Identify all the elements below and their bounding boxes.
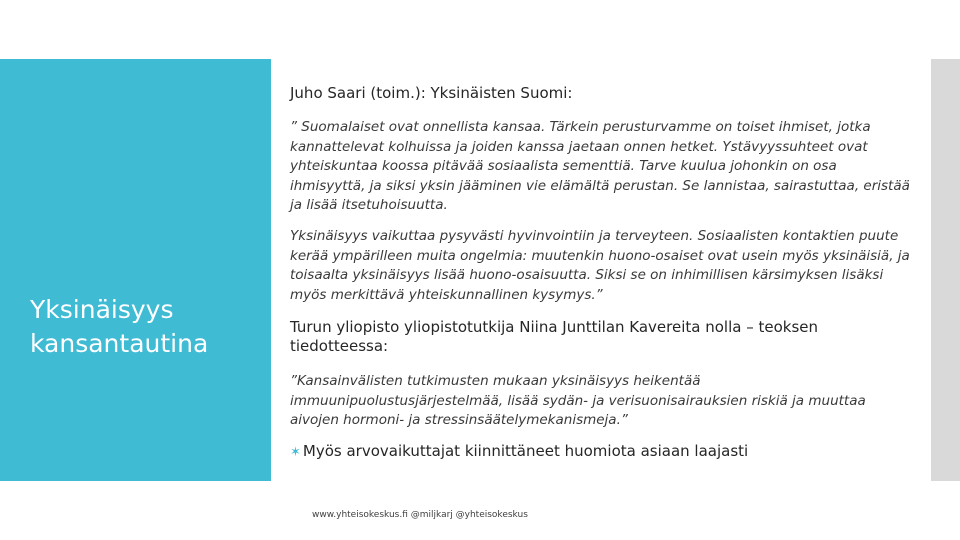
right-accent-bar <box>931 59 960 481</box>
slide-title: Yksinäisyys kansantautina <box>30 295 209 358</box>
bullet-item <box>290 442 748 462</box>
source-heading-junttila: Turun yliopisto yliopistotutkija Niina Junttilan Kavereita nolla – teoksen tiedotteessa: <box>290 318 819 355</box>
source-heading-saari: Juho Saari (toim.): Yksinäisten Suomi: <box>290 84 573 102</box>
bullet-text: Myös arvovaikuttajat kiinnittäneet huomiota asiaan laajasti <box>302 442 749 460</box>
quote-paragraph-3: ”Kansainvälisten tutkimusten mukaan yksinäisyys heikentää immuunipuolustusjärjestelmää, lisää sydän- ja verisuonisairauksien riskiä ja muuttaa aivojen hormoni- ja stressinsäätelymekanismeja.” <box>290 373 866 428</box>
bullet-marker-icon: ✶ <box>290 445 301 460</box>
quote-paragraph-1: ” Suomalaiset ovat onnellista kansaa. Tärkein perusturvamme on toiset ihmiset, jotka kannattelevat kolhuissa ja joiden kanssa jaetaan onnen hetket. Ystävyyssuhteet ovat yhteiskuntaa koossa pitävää sosiaalista sementtiä. Tarve kuulua johonkin on osa ihmisyyttä, ja siksi yksin jääminen vie elämältä perustan. Se lannistaa, sairastuttaa, eristää ja lisää itsetuhoisuutta. <box>290 119 910 213</box>
title-panel <box>0 59 271 481</box>
quote-paragraph-2: Yksinäisyys vaikuttaa pysyvästi hyvinvointiin ja terveyteen. Sosiaalisten kontaktien puute kerää ympärilleen muita ongelmia: muutenkin huono-osaiset ovat usein myös yksinäisiä, ja toisaalta yksinäisyys lisää huono-osaisuutta. Siksi se on inhimillisen kärsimyksen lisäksi myös merkittävä yhteiskunnallinen kysymys.” <box>290 228 910 303</box>
footer-text: www.yhteisokeskus.fi @miljkarj @yhteisokeskus <box>312 510 528 520</box>
